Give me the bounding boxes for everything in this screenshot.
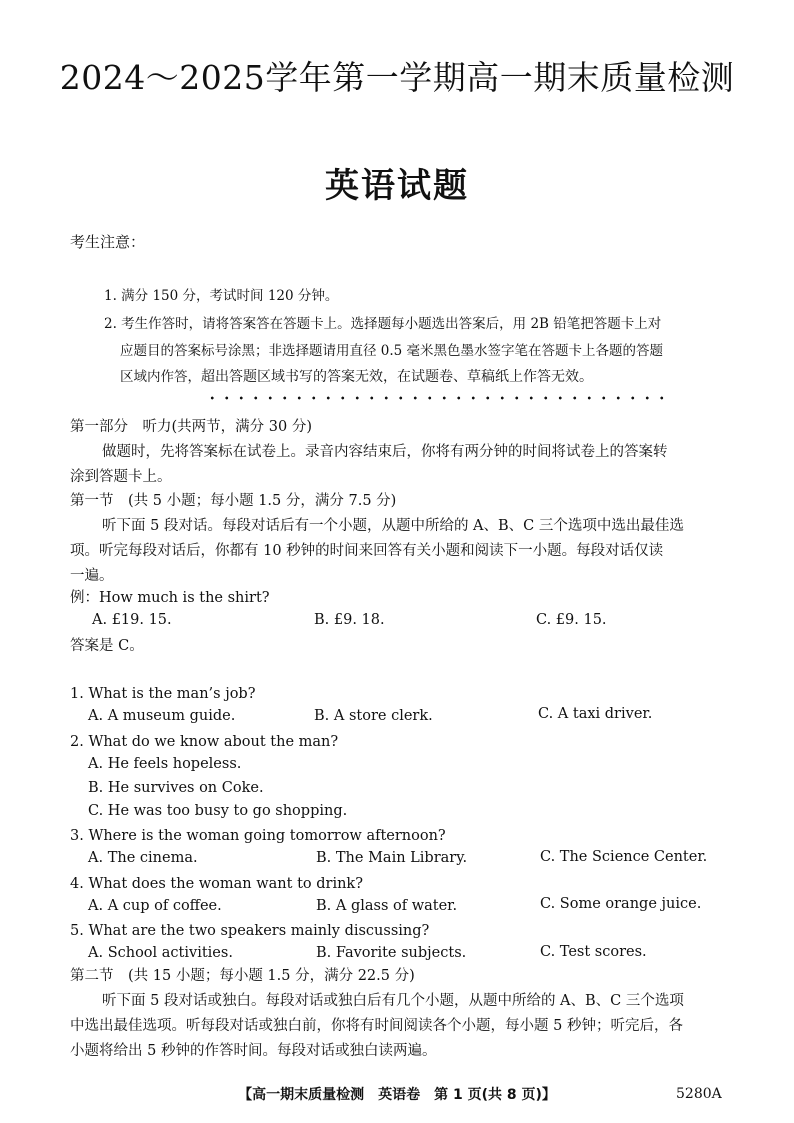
example-option-a: A. £19. 15. <box>92 612 172 628</box>
example-option-b: B. £9. 18. <box>314 612 385 628</box>
notice-emphasis: 超出答题区域书写的答案无效，在试题卷、草稿纸上作答无效。 <box>201 369 593 385</box>
question-2-option-c: C. He was too busy to go shopping. <box>88 803 348 819</box>
section1-intro-line-1: 听下面 5 段对话。每段对话后有一个小题，从题中所给的 A、B、C 三个选项中选出最佳选 <box>102 518 684 534</box>
section1-heading: 第一节 (共 5 小题；每小题 1.5 分，满分 7.5 分) <box>70 493 397 509</box>
question-5-option-b: B. Favorite subjects. <box>316 945 467 961</box>
question-5: 5. What are the two speakers mainly discussing? <box>70 923 430 939</box>
section2-intro-line-2: 中选出最佳选项。听每段对话或独白前，你将有时间阅读各个小题，每小题 5 秒钟；听完后，各 <box>70 1018 683 1034</box>
example-option-c: C. £9. 15. <box>536 612 607 628</box>
question-4-option-b: B. A glass of water. <box>316 898 458 914</box>
question-1: 1. What is the man’s job? <box>70 686 256 702</box>
section2-heading: 第二节 (共 15 小题；每小题 1.5 分，满分 22.5 分) <box>70 968 415 984</box>
section1-intro-line-2: 项。听完每段对话后，你都有 10 秒钟的时间来回答有关小题和阅读下一小题。每段对话仅读 <box>70 543 664 559</box>
notice-item-2-line-2: 应题目的答案标号涂黑；非选择题请用直径 0.5 毫米黑色墨水签字笔在答题卡上各题的答题 <box>120 343 664 359</box>
exam-subject: 英语试题 <box>325 166 469 206</box>
question-3-option-c: C. The Science Center. <box>540 849 708 865</box>
question-4-option-a: A. A cup of coffee. <box>88 898 222 914</box>
part1-intro-line-2: 涂到答题卡上。 <box>70 469 172 485</box>
question-1-option-b: B. A store clerk. <box>314 708 433 724</box>
notice-item-1: 1. 满分 150 分，考试时间 120 分钟。 <box>104 288 339 304</box>
section2-intro-line-1: 听下面 5 段对话或独白。每段对话或独白后有几个小题，从题中所给的 A、B、C 三个选项 <box>102 993 684 1009</box>
question-1-option-a: A. A museum guide. <box>88 708 236 724</box>
exam-code: 5280A <box>676 1086 722 1102</box>
question-1-option-c: C. A taxi driver. <box>538 706 653 722</box>
notice-item-2-line-3 <box>120 367 593 387</box>
page-footer: 【高一期末质量检测 英语卷 第 1 页(共 8 页)】 <box>238 1087 556 1103</box>
exam-title: 2024～2025学年第一学期高一期末质量检测 <box>59 58 735 97</box>
section2-intro-line-3: 小题将给出 5 秒钟的作答时间。每段对话或独白读两遍。 <box>70 1043 437 1059</box>
question-3-option-a: A. The cinema. <box>88 850 198 866</box>
question-2: 2. What do we know about the man? <box>70 734 339 750</box>
question-3-option-b: B. The Main Library. <box>316 850 468 866</box>
notice-item-2-line-3-start: 区域内作答， <box>120 369 201 385</box>
question-3: 3. Where is the woman going tomorrow afternoon? <box>70 828 446 844</box>
question-4: 4. What does the woman want to drink? <box>70 876 363 892</box>
part1-heading: 第一部分 听力(共两节，满分 30 分) <box>70 419 312 435</box>
notice-heading: 考生注意： <box>70 233 146 251</box>
question-5-option-c: C. Test scores. <box>540 944 647 960</box>
notice-item-2-line-1: 2. 考生作答时，请将答案答在答题卡上。选择题每小题选出答案后，用 2B 铅笔把答题卡上对 <box>104 316 662 332</box>
question-2-option-b: B. He survives on Coke. <box>88 780 264 796</box>
question-4-option-c: C. Some orange juice. <box>540 896 702 912</box>
part1-intro-line-1: 做题时，先将答案标在试卷上。录音内容结束后，你将有两分钟的时间将试卷上的答案转 <box>102 444 668 460</box>
emphasis-dots <box>205 395 665 401</box>
example-answer: 答案是 C。 <box>70 638 144 654</box>
example-question: 例：How much is the shirt? <box>70 590 270 606</box>
section1-intro-line-3: 一遍。 <box>70 568 114 584</box>
question-5-option-a: A. School activities. <box>88 945 233 961</box>
question-2-option-a: A. He feels hopeless. <box>88 756 242 772</box>
